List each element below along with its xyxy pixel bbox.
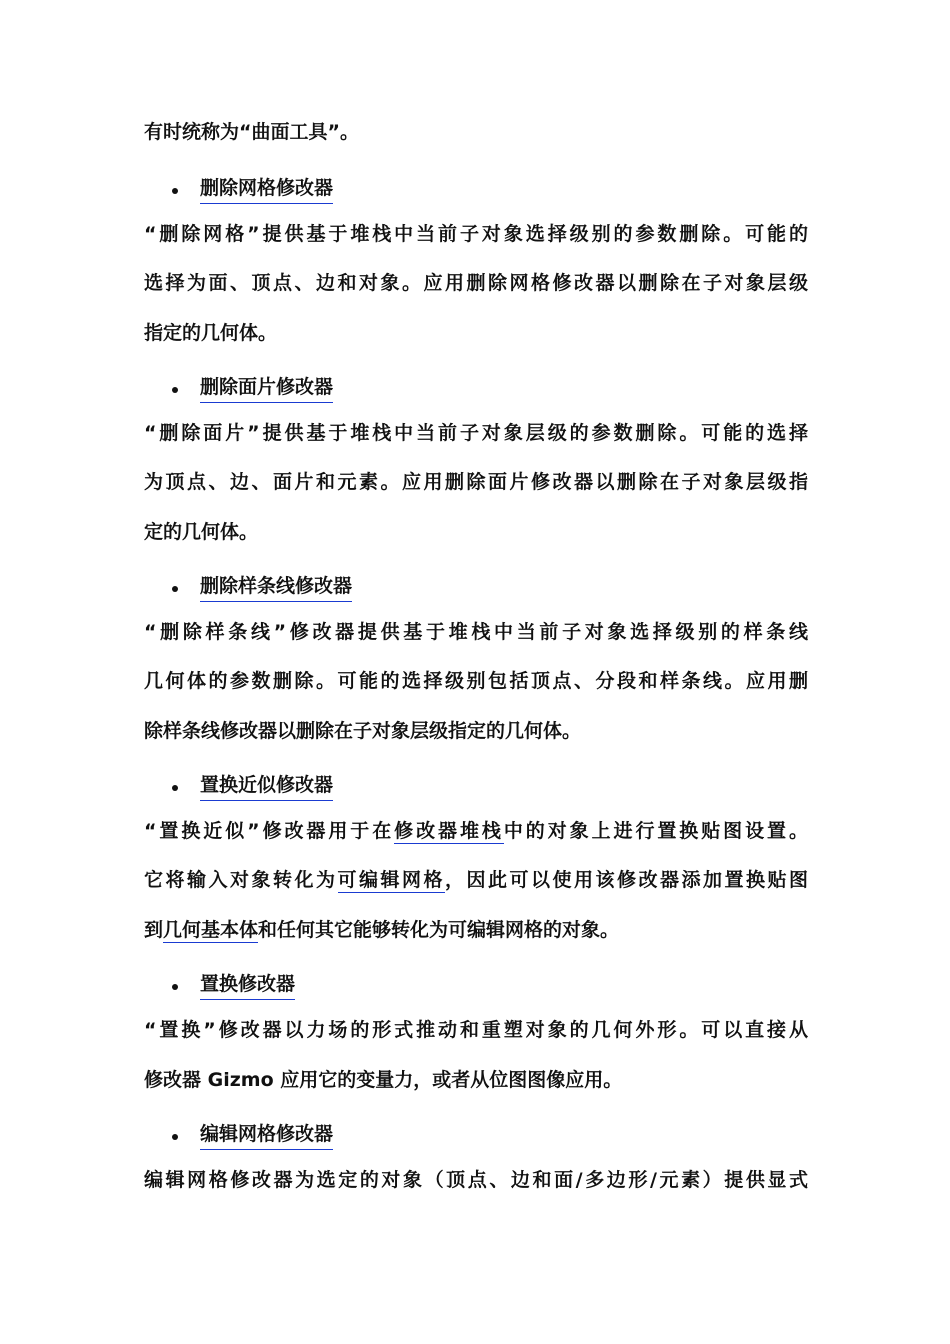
paragraph-line [144,817,808,845]
paragraph-line: “置换”修改器以力场的形式推动和重塑对象的几何外形。可以直接从 [144,1019,808,1041]
bullet-icon [172,188,178,194]
bullet-icon [172,586,178,592]
text-run: ，因此可以使用该修改器添加置换贴图 [445,869,808,891]
paragraph-line [144,866,808,894]
link-disp-approx-modifier[interactable]: 置换近似修改器 [200,771,333,801]
link-modifier-stack[interactable]: 修改器堆栈 [394,820,504,842]
link-geometric-primitives[interactable]: 几何基本体 [163,919,259,941]
paragraph-line: 几何体的参数删除。可能的选择级别包括顶点、分段和样条线。应用删 [144,670,808,692]
paragraph-line: 选择为面、顶点、边和对象。应用删除网格修改器以删除在子对象层级 [144,272,808,294]
text-run: 它将输入对象转化为 [144,869,338,891]
paragraph-line: 除样条线修改器以删除在子对象层级指定的几何体。 [144,720,582,742]
text-run: 到 [144,919,164,941]
paragraph-line: “删除面片”提供基于堆栈中当前子对象层级的参数删除。可能的选择 [144,422,808,444]
bullet-icon [172,387,178,393]
paragraph-line: “删除网格”提供基于堆栈中当前子对象选择级别的参数删除。可能的 [144,223,808,245]
link-delete-mesh-modifier[interactable]: 删除网格修改器 [200,174,333,204]
paragraph-line [144,916,808,944]
paragraph-line: 修改器 Gizmo 应用它的变量力，或者从位图图像应用。 [144,1069,623,1091]
text-run: 中的对象上进行置换贴图设置。 [503,820,808,842]
link-delete-spline-modifier[interactable]: 删除样条线修改器 [200,572,352,602]
paragraph-line: “删除样条线”修改器提供基于堆栈中当前子对象选择级别的样条线 [144,621,808,643]
link-delete-patch-modifier[interactable]: 删除面片修改器 [200,373,333,403]
paragraph-line: 定的几何体。 [144,521,259,543]
link-edit-mesh-modifier[interactable]: 编辑网格修改器 [200,1120,333,1150]
intro-text: 有时统称为“曲面工具”。 [144,121,359,143]
link-displace-modifier[interactable]: 置换修改器 [200,970,295,1000]
bullet-icon [172,785,178,791]
text-run: “置换近似”修改器用于在 [144,820,395,842]
paragraph-line: 为顶点、边、面片和元素。应用删除面片修改器以删除在子对象层级指 [144,471,808,493]
bullet-icon [172,1134,178,1140]
text-run: 和任何其它能够转化为可编辑网格的对象。 [258,919,620,941]
paragraph-line: 指定的几何体。 [144,322,278,344]
link-editable-mesh[interactable]: 可编辑网格 [337,869,445,891]
paragraph-line: 编辑网格修改器为选定的对象（顶点、边和面/多边形/元素）提供显式 [144,1169,808,1191]
bullet-icon [172,984,178,990]
